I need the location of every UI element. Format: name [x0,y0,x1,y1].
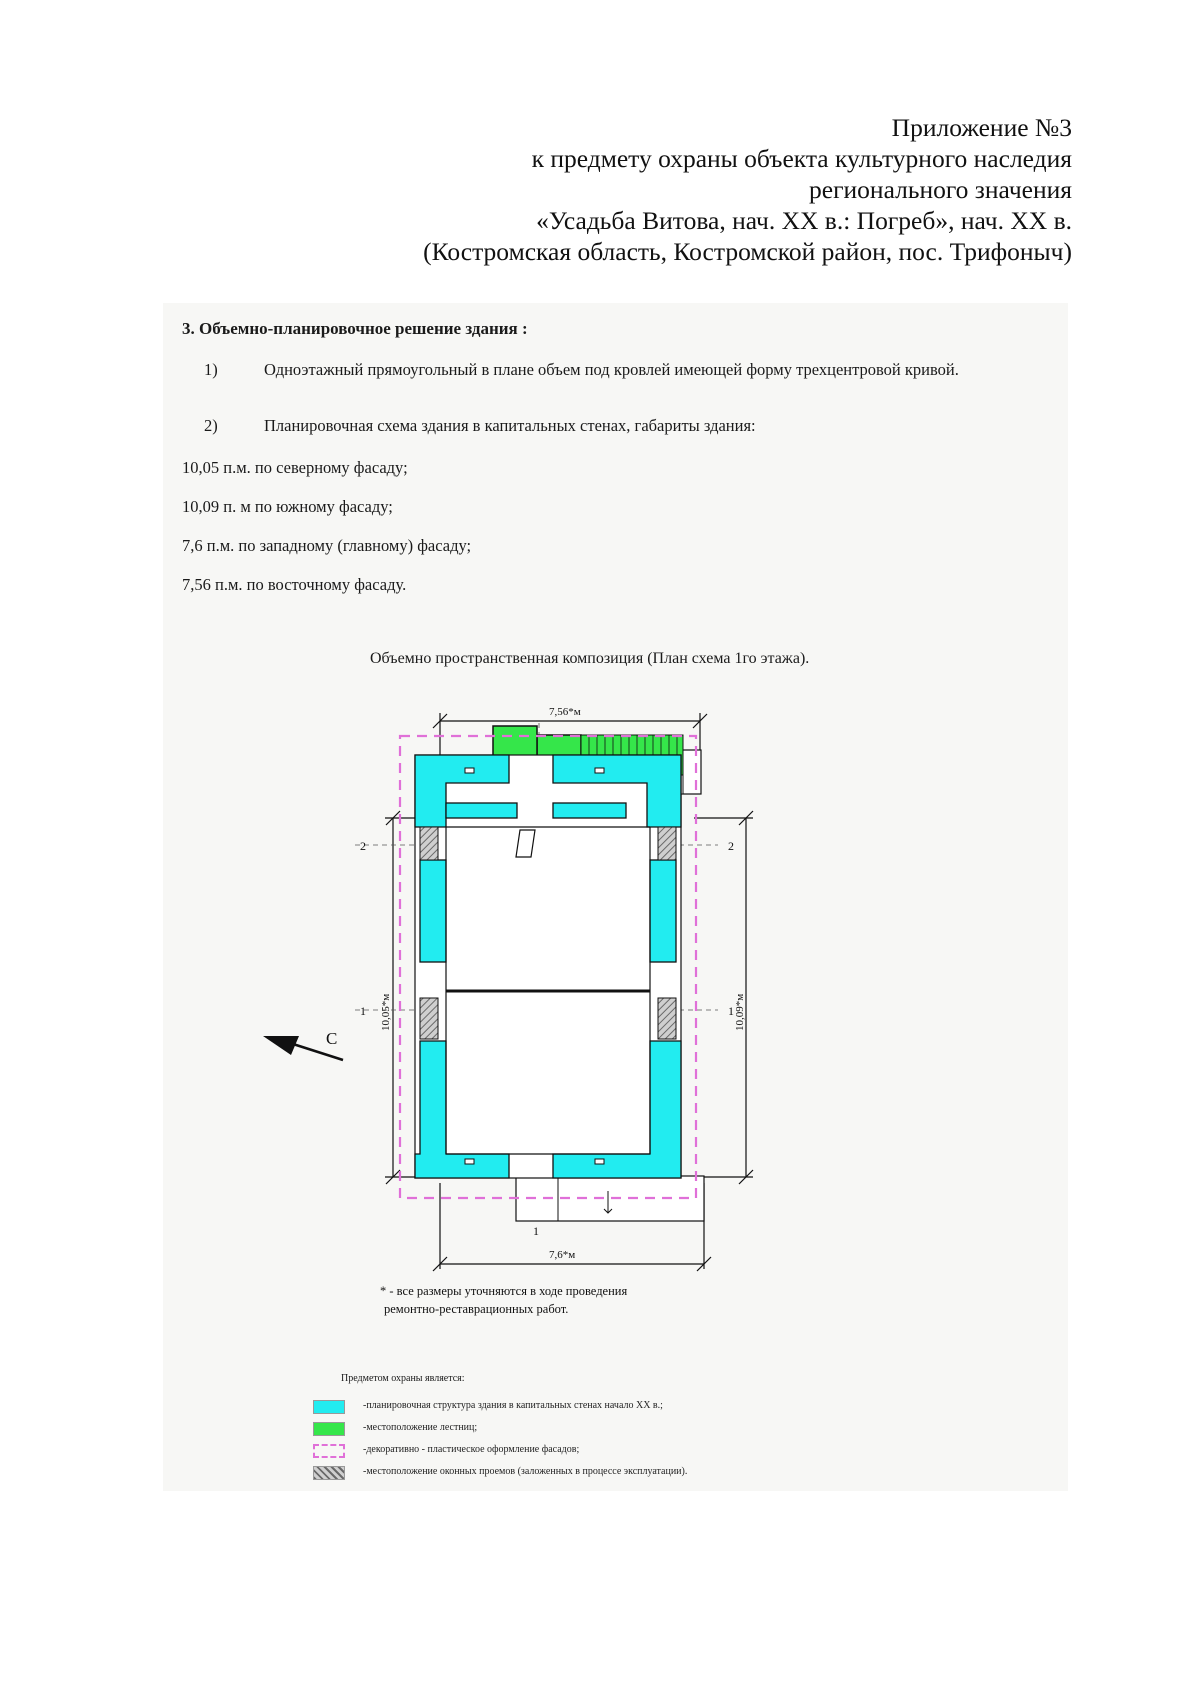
plan-title: Объемно пространственная композиция (План схема 1го этажа). [370,650,810,667]
header-line-3: регионального значения [809,175,1072,204]
item-1-number: 1) [204,360,218,379]
axis-2-right: 2 [728,839,734,853]
item-1-text: Одноэтажный прямоугольный в плане объем под кровлей имеющей форму трехцентровой кривой. [264,360,959,379]
windows-swatch [313,1466,345,1480]
dimension-west: 7,6 п.м. по западному (главному) фасаду; [182,536,472,555]
dimension-south: 10,09 п. м по южному фасаду; [182,497,393,516]
legend-title: Предметом охраны является: [341,1373,465,1384]
document-header [292,112,1072,267]
north-label: С [326,1029,338,1048]
dim-bottom-label: 7,6*м [549,1249,576,1261]
facade-swatch [313,1444,345,1458]
axis-2-left: 2 [360,839,366,853]
appendix-number: Приложение №3 [891,113,1072,142]
axis-1-left: 1 [360,1004,366,1018]
item-2-text: Планировочная схема здания в капитальных стенах, габариты здания: [264,416,756,435]
header-line-5: (Костромская область, Костромской район, пос. Трифоныч) [423,237,1072,266]
section-title: 3. Объемно-планировочное решение здания : [182,319,528,338]
header-line-2: к предмету охраны объекта культурного наследия [531,144,1072,173]
legend-facade-text: -декоративно - пластическое оформление фасадов; [363,1444,580,1455]
note-line-2: ремонтно-реставрационных работ. [384,1302,569,1316]
header-line-4: «Усадьба Витова, нач. XX в.: Погреб», нач. XX в. [536,206,1072,235]
stairs-swatch [313,1422,345,1436]
legend-stairs-text: -местоположение лестниц; [363,1422,478,1433]
floor-plan-drawing [163,303,1068,1491]
legend-windows-text: -местоположение оконных проемов (заложенных в процессе эксплуатации). [363,1466,688,1477]
dim-top-label: 7,56*м [549,706,581,718]
dim-right-label: 10,09*м [734,993,746,1031]
legend-walls-text: -планировочная структура здания в капитальных стенах начало XX в.; [363,1400,663,1411]
note-line-1: * - все размеры уточняются в ходе проведения [380,1284,628,1298]
item-2-number: 2) [204,416,218,435]
dim-left-label: 10,05*м [380,993,392,1031]
walls-swatch [313,1400,345,1414]
axis-1-right: 1 [728,1004,734,1018]
scanned-page-insert [163,303,1068,1491]
entrance-label: 1 [533,1224,539,1238]
dimension-east: 7,56 п.м. по восточному фасаду. [182,575,407,594]
dimension-north: 10,05 п.м. по северному фасаду; [182,458,408,477]
